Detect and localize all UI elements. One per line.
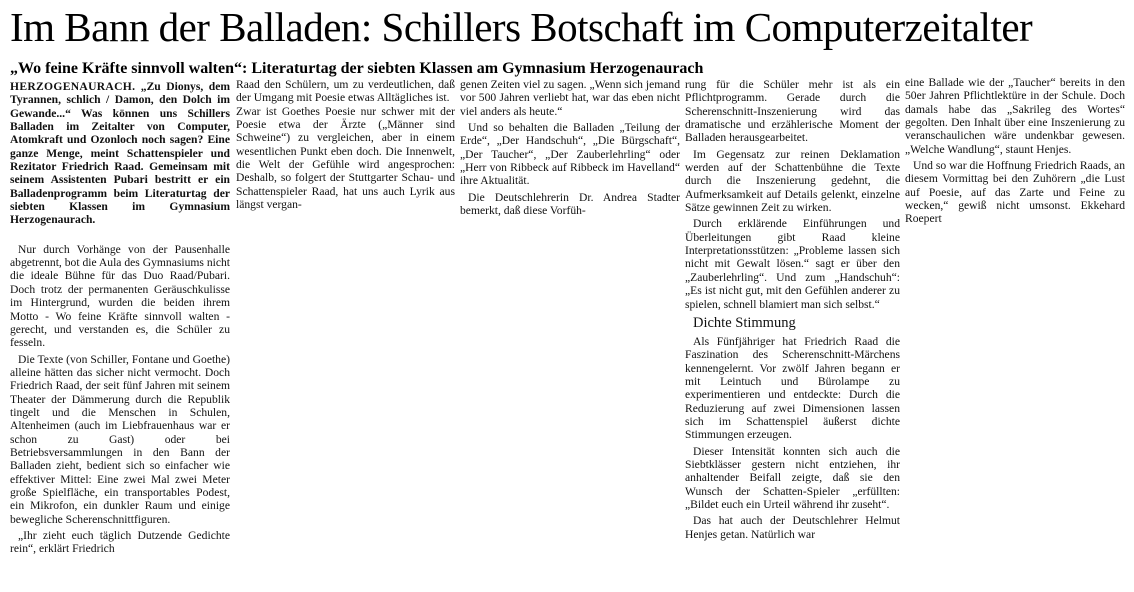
body-paragraph: Raad den Schülern, um zu verdeutlichen, daß der Umgang mit Poesie etwas Alltägliches ist. — [236, 78, 455, 105]
body-paragraph: „Ihr zieht euch täglich Dutzende Gedichte rein“, erklärt Friedrich — [10, 529, 230, 556]
column-2 — [236, 78, 455, 588]
body-paragraph: Und so behalten die Balladen „Teilung der Erde“, „Der Handschuh“, „Die Bürgschaft“, „Der Taucher“, „Der Zauberlehrling“ oder „Herr von Ribbeck auf Ribbeck im Havelland“ ihre Aktualität. — [460, 121, 680, 188]
column-5 — [905, 76, 1125, 586]
body-paragraph: Zwar ist Goethes Poesie nur schwer mit der Poesie etwa der Ärzte („Männer sind Schweine“) zu vergleichen, aber in einem wesentlichen Punkt eben doch. Die Innenwelt, die Welt der Gefühle wird angesprochen: Deshalb, so folgert der Stuttgarter Schau- und Schattenspieler Raad, hat uns auch Lyrik aus längst vergan- — [236, 104, 455, 212]
body-paragraph: Die Deutschlehrerin Dr. Andrea Stadter bemerkt, daß diese Vorfüh- — [460, 190, 680, 218]
column-4 — [685, 78, 900, 588]
column-3 — [460, 78, 680, 588]
body-paragraph: genen Zeiten viel zu sagen. „Wenn sich jemand vor 500 Jahren verliebt hat, war das eben nicht viel anders als heute.“ — [460, 78, 680, 118]
body-paragraph: Nur durch Vorhänge von der Pausenhalle abgetrennt, bot die Aula des Gymnasiums nicht die ideale Bühne für das Duo Raad/Pubari. Doch trotz der permanenten Geräuschkulisse im Hintergrund, wurden die beiden ihrem Motto - Wo feine Kräfte sinnvoll walten - gerecht, und verstanden es, die Schüler zu fesseln. — [10, 242, 230, 350]
body-paragraph: Im Gegensatz zur reinen Deklamation werden auf der Schattenbühne die Texte durch die Inszenierung gedehnt, die Aufmerksamkeit auf Details gelenkt, einzelne Sätze gewinnen Zeit zu wirken. — [685, 147, 900, 215]
body-paragraph: rung für die Schüler mehr ist als ein Pflichtprogramm. Gerade durch die Scherenschnitt-Inszenierung wird das dramatische und erzählerische Moment der Balladen herausgearbeitet. — [685, 78, 900, 145]
body-paragraph: Als Fünfjähriger hat Friedrich Raad die Faszination des Scherenschnitt-Märchens kennengelernt. Vor zwölf Jahren begann er mit Leintuch und Bürolampe zu experimentieren und entdeckte: Durch die Reduzierung auf zwei Dimensionen lassen sich im Schattenspiel äußerst dichte Stimmungen erzeugen. — [685, 334, 900, 442]
body-paragraph: Und so war die Hoffnung Friedrich Raads, an diesem Vormittag bei den Zuhörern „die Lust auf Poesie, auf das Zarte und Feine zu wecken,“ gewiß nicht umsonst. Ekkehard Roepert — [905, 159, 1125, 226]
body-paragraph: Durch erklärende Einführungen und Überleitungen gibt Raad kleine Interpretationsstützen: „Probleme lassen sich nicht mit Gewalt lösen.“ sagt er über den „Zauberlehrling“. Und zum „Handschuh“: „Es ist nicht gut, mit den Gefühlen anderer zu spielen, schnell blamiert man sich selbst.“ — [685, 217, 900, 311]
dateline: HERZOGENAURACH. — [10, 80, 136, 93]
column-1 — [10, 80, 230, 590]
body-paragraph: Die Texte (von Schiller, Fontane und Goethe) alleine hätten das sicher nicht vermocht. Doch Friedrich Raad, der seit fünf Jahren mit seinem Theater der Dämmerung durch die Republik tingelt und die Menschen in Schulen, Altenheimen (auch im Liebfrauenhaus war er schon zu Gast) oder bei Betriebsversammlungen in den Bann der Balladen zieht, bedient sich so einfacher wie effektiver Mittel: Eine zwei Mal zwei Meter große Spielfläche, ein transportables Podest, ein Mikrofon, ein dunkler Raum und einige bewegliche Scherenschnittfiguren. — [10, 352, 230, 526]
section-subtitle: Dichte Stimmung — [693, 314, 796, 331]
subheadline: „Wo feine Kräfte sinnvoll walten“: Literaturtag der siebten Klassen am Gymnasium Herzogenaurach — [10, 60, 704, 77]
lead-paragraph — [10, 80, 230, 227]
headline: Im Bann der Balladen: Schillers Botschaft im Computerzeitalter — [10, 4, 1033, 50]
lead-text: „Zu Dionys, dem Tyrannen, schlich / Damon, den Dolch im Gewande...“ Was können uns Schillers Balladen im Zeitalter von Computer, Atomkraft und Ozonloch noch sagen? Eine ganze Menge, meint Schattenspieler und Rezitator Friedrich Raad. Gemeinsam mit seinem Assistenten Pubari bestritt er ein Balladenprogramm beim Literaturtag der siebten Klassen im Gymnasium Herzogenaurach. — [10, 80, 230, 227]
body-paragraph: eine Ballade wie der „Taucher“ bereits in den 50er Jahren Pflichtlektüre in der Schule. Doch damals habe das „Sakrileg des Wortes“ gegolten. Den Inhalt über eine Inszenierung zu veranschaulichen wäre undenkbar gewesen. „Welche Wandlung“, staunt Henjes. — [905, 76, 1125, 156]
body-paragraph: Das hat auch der Deutschlehrer Helmut Henjes getan. Natürlich war — [685, 514, 900, 541]
body-paragraph: Dieser Intensität konnten sich auch die Siebtklässer gestern nicht entziehen, ihr anhaltender Beifall zeigte, daß sie den Wunsch der Schatten-Spieler „erfüllten: „Bildet euch ein Urteil während ihr zuseht“. — [685, 444, 900, 511]
